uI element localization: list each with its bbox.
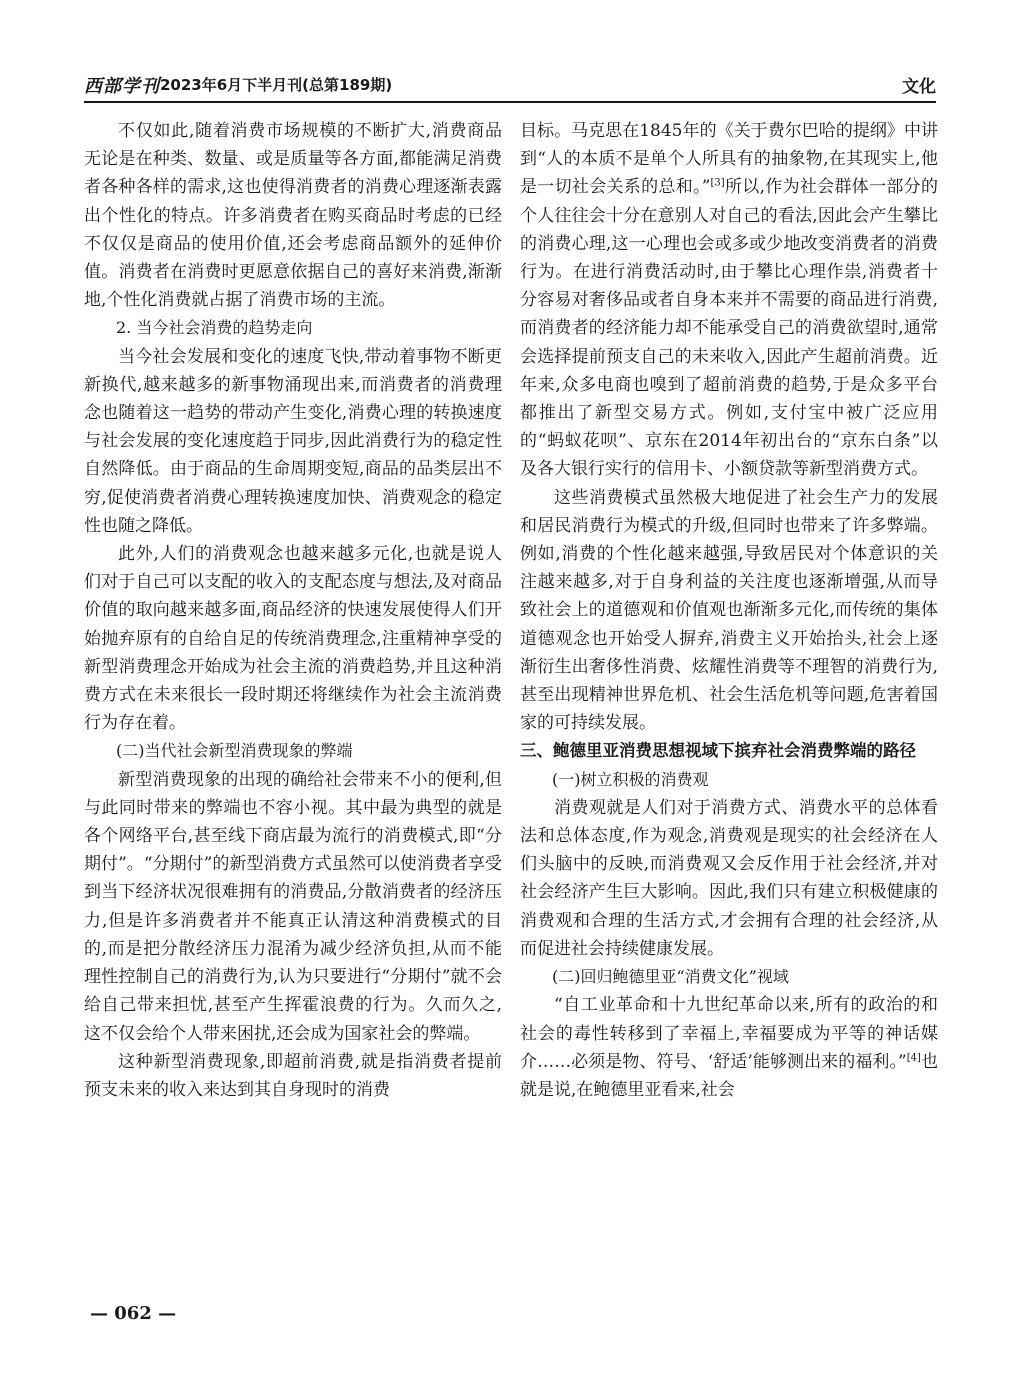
paragraph-text: “自工业革命和十九世纪革命以来,所有的政治的和社会的毒性转移到了幸福上,幸福要成为平等的神话媒介……必须是物、符号、‘舒适’能够测出来的福利。”	[520, 995, 938, 1072]
paragraph: 当今社会发展和变化的速度飞快,带动着事物不断更新换代,越来越多的新事物涌现出来,而消费者的消费理念也随着这一趋势的带动产生变化,消费心理的转换速度与社会发展的变化速度趋于同步,因此消费行为的稳定性自然降低。由于商品的生命周期变短,商品的品类层出不穷,促使消费者消费心理转换速度加快、消费观念的稳定性也随之降低。	[84, 346, 502, 536]
citation-ref: [4]	[906, 1052, 921, 1064]
header-rule	[84, 101, 936, 103]
subheading: (二)回归鲍德里亚“消费文化”视域	[552, 967, 789, 987]
page-number: — 062 —	[90, 1303, 177, 1324]
paragraph: 这种新型消费现象,即超前消费,就是指消费者提前预支未来的收入来达到其自身现时的消费	[84, 1051, 502, 1100]
section-name: 文化	[902, 77, 936, 97]
subheading: (一)树立积极的消费观	[552, 769, 709, 789]
paragraph: 不仅如此,随着消费市场规模的不断扩大,消费商品无论是在种类、数量、或是质量等各方面,都能满足消费者各种各样的需求,这也使得消费者的消费心理逐渐表露出个性化的特点。许多消费者在购买商品时考虑的已经不仅仅是商品的使用价值,还会考虑商品额外的延伸价值。消费者在消费时更愿意依据自己的喜好来消费,渐渐地,个性化消费就占据了消费市场的主流。	[84, 121, 502, 311]
paragraph-text: 也就是说,在鲍德里亚看来,社会	[520, 1051, 938, 1100]
subheading: 2. 当今社会消费的趋势走向	[116, 318, 313, 338]
subheading: (二)当代社会新型消费现象的弊端	[116, 741, 353, 761]
paragraph	[520, 991, 938, 1104]
section-heading: 三、鲍德里亚消费思想视域下摈弃社会消费弊端的路径	[520, 741, 916, 761]
paragraph: 此外,人们的消费观念也越来越多元化,也就是说人们对于自己可以支配的收入的支配态度与想法,及对商品价值的取向越来越多面,商品经济的快速发展使得人们开始抛弃原有的自给自足的传统消费理念,注重精神享受的新型消费理念开始成为社会主流的消费趋势,并且这种消费方式在未来很长一段时期还将继续作为社会主流消费行为存在着。	[84, 544, 502, 734]
paragraph: 新型消费现象的出现的确给社会带来不小的便利,但与此同时带来的弊端也不容小视。其中最为典型的就是各个网络平台,甚至线下商店最为流行的消费模式,即“分期付”。“分期付”的新型消费方式虽然可以使消费者享受到当下经济状况很难拥有的消费品,分散消费者的经济压力,但是许多消费者并不能真正认清这种消费模式的目的,而是把分散经济压力混淆为减少经济负担,从而不能理性控制自己的消费行为,认为只要进行“分期付”就不会给自己带来担忧,甚至产生挥霍浪费的行为。久而久之,这不仅会给个人带来困扰,还会成为国家社会的弊端。	[84, 769, 502, 1044]
paragraph-text: 目标。马克思在1845年的《关于费尔巴哈的提纲》中讲到“人的本质不是单个人所具有的抽象物,在其现实上,他是一切社会关系的总和。”	[520, 121, 938, 198]
issue-info: 2023年6月下半月刊(总第189期)	[160, 76, 393, 94]
paragraph: 消费观就是人们对于消费方式、消费水平的总体看法和总体态度,作为观念,消费观是现实的社会经济在人们头脑中的反映,而消费观又会反作用于社会经济,并对社会经济产生巨大影响。因此,我们只有建立积极健康的消费观和合理的生活方式,才会拥有合理的社会经济,从而促进社会持续健康发展。	[520, 797, 938, 959]
citation-ref: [3]	[710, 177, 725, 189]
journal-logo: 西部学刊	[84, 76, 160, 97]
page-header	[84, 70, 936, 100]
right-column	[520, 117, 938, 1104]
paragraph-text: 所以,作为社会群体一部分的个人往往会十分在意别人对自己的看法,因此会产生攀比的消费心理,这一心理也会或多或少地改变消费者的消费行为。在进行消费活动时,由于攀比心理作祟,消费者十分容易对奢侈品或者自身本来并不需要的商品进行消费,而消费者的经济能力却不能承受自己的消费欲望时,通常会选择提前预支自己的未来收入,因此产生超前消费。近年来,众多电商也嗅到了超前消费的趋势,于是众多平台都推出了新型交易方式。例如,支付宝中被广泛应用的“蚂蚁花呗”、京东在2014年初出台的“京东白条”以及各大银行实行的信用卡、小额贷款等新型消费方式。	[520, 177, 938, 480]
paragraph: 这些消费模式虽然极大地促进了社会生产力的发展和居民消费行为模式的升级,但同时也带来了许多弊端。例如,消费的个性化越来越强,导致居民对个体意识的关注越来越多,对于自身利益的关注度也逐渐增强,从而导致社会上的道德观和价值观也渐渐多元化,而传统的集体道德观念也开始受人摒弃,消费主义开始抬头,社会上逐渐衍生出奢侈性消费、炫耀性消费等不理智的消费行为,甚至出现精神世界危机、社会生活危机等问题,危害着国家的可持续发展。	[520, 487, 938, 734]
left-column	[84, 117, 502, 1104]
paragraph	[520, 117, 938, 484]
